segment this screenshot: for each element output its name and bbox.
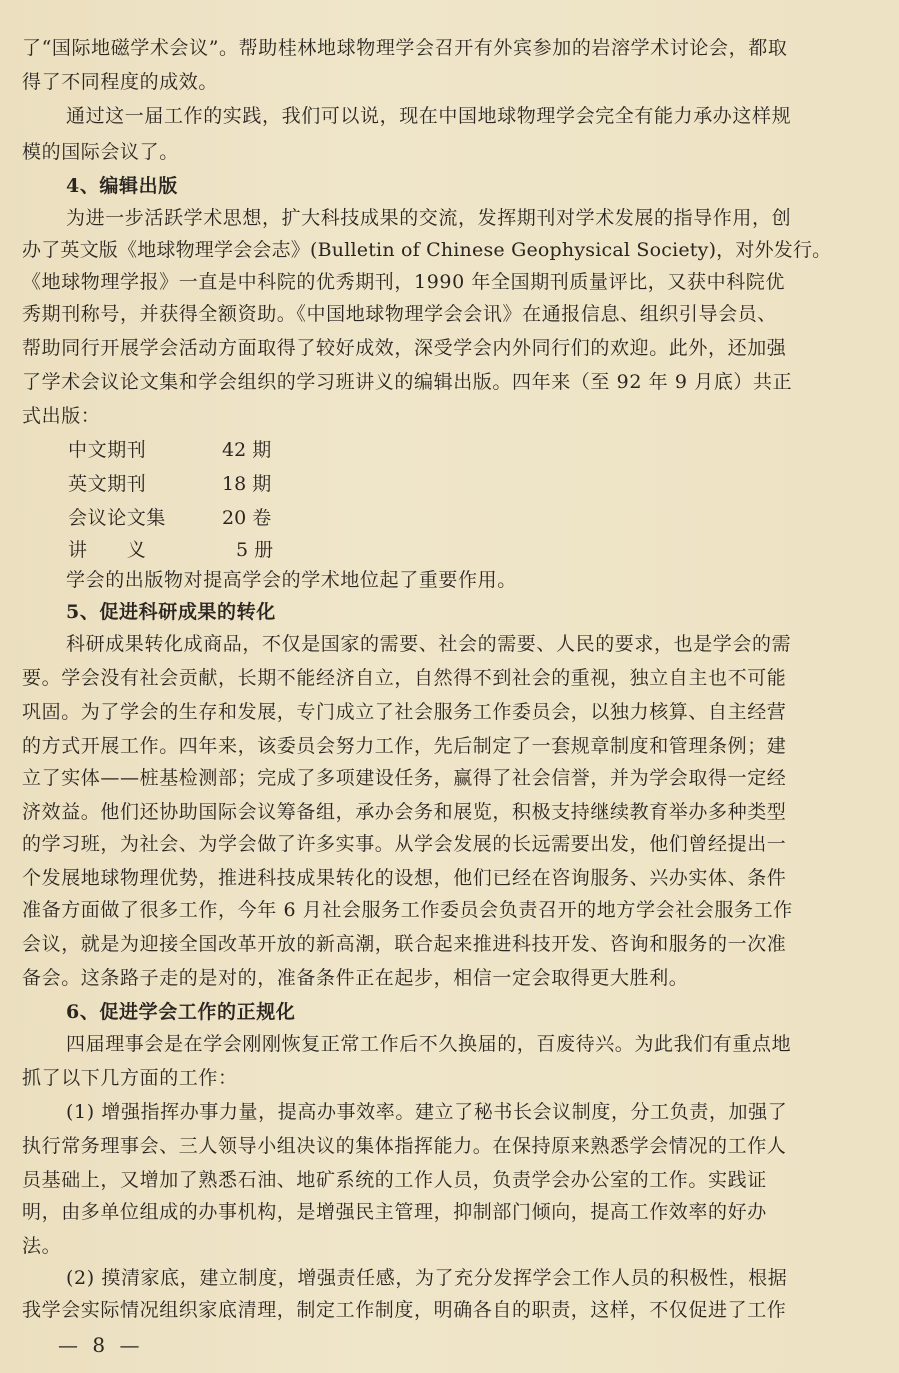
text-line: 得了不同程度的成效。	[22, 71, 219, 93]
section-heading: 5、促进科研成果的转化	[66, 601, 276, 623]
publication-count: 18 期	[222, 473, 272, 495]
section-heading: 4、编辑出版	[66, 175, 178, 197]
text-line: 式出版：	[22, 405, 101, 427]
publication-count: 5 册	[236, 539, 274, 561]
text-line: (1) 增强指挥办事力量，提高办事效率。建立了秘书长会议制度，分工负责，加强了	[66, 1101, 788, 1123]
publication-count: 42 期	[222, 439, 272, 461]
text-line: 秀期刊称号，并获得全额资助。《中国地球物理学会会讯》在通报信息、组织引导会员、	[22, 303, 777, 325]
text-line: 法。	[22, 1235, 62, 1257]
text-line: 的方式开展工作。四年来，该委员会努力工作，先后制定了一套规章制度和管理条例；建	[22, 735, 787, 757]
text-line: 《地球物理学报》一直是中科院的优秀期刊，1990 年全国期刊质量评比，又获中科院优	[22, 271, 785, 293]
publication-name: 中文期刊	[68, 439, 147, 461]
text-line: 的学习班，为社会、为学会做了许多实事。从学会发展的长远需要出发，他们曾经提出一	[22, 833, 787, 855]
text-line: 抓了以下几方面的工作：	[22, 1067, 238, 1089]
text-line: 了“国际地磁学术会议”。帮助桂林地球物理学会召开有外宾参加的岩溶学术讨论会，都取	[22, 37, 788, 59]
text-line: 执行常务理事会、三人领导小组决议的集体指挥能力。在保持原来熟悉学会情况的工作人	[22, 1135, 787, 1157]
text-line: 巩固。为了学会的生存和发展，专门成立了社会服务工作委员会，以独力核算、自主经营	[22, 701, 787, 723]
text-line: 通过这一届工作的实践，我们可以说，现在中国地球物理学会完全有能力承办这样规	[66, 105, 792, 127]
text-line: 帮助同行开展学会活动方面取得了较好成效，深受学会内外同行们的欢迎。此外，还加强	[22, 337, 787, 359]
text-line: 我学会实际情况组织家底清理，制定工作制度，明确各自的职责，这样，不仅促进了工作	[22, 1299, 787, 1321]
page-number: — 8 —	[58, 1333, 144, 1357]
text-line: 准备方面做了很多工作，今年 6 月社会服务工作委员会负责召开的地方学会社会服务工作	[22, 899, 793, 921]
publication-count: 20 卷	[222, 507, 272, 529]
text-line: 备会。这条路子走的是对的，准备条件正在起步，相信一定会取得更大胜利。	[22, 967, 689, 989]
section-heading: 6、促进学会工作的正规化	[66, 1001, 296, 1023]
text-line: (2) 摸清家底，建立制度，增强责任感，为了充分发挥学会工作人员的积极性，根据	[66, 1267, 788, 1289]
text-line: 了学术会议论文集和学会组织的学习班讲义的编辑出版。四年来（至 92 年 9 月底）共正	[22, 371, 793, 393]
text-line: 办了英文版《地球物理学会会志》(Bulletin of Chinese Geophysical Society)，对外发行。	[22, 239, 832, 261]
text-line: 四届理事会是在学会刚刚恢复正常工作后不久换届的，百废待兴。为此我们有重点地	[66, 1033, 792, 1055]
publication-name: 会议论文集	[68, 507, 167, 529]
text-line: 济效益。他们还协助国际会议筹备组，承办会务和展览，积极支持继续教育举办多种类型	[22, 801, 787, 823]
text-line: 个发展地球物理优势，推进科技成果转化的设想，他们已经在咨询服务、兴办实体、条件	[22, 867, 787, 889]
text-line: 要。学会没有社会贡献，长期不能经济自立，自然得不到社会的重视，独立自主也不可能	[22, 667, 787, 689]
text-line: 明，由多单位组成的办事机构，是增强民主管理，抑制部门倾向，提高工作效率的好办	[22, 1201, 767, 1223]
text-line: 员基础上，又增加了熟悉石油、地矿系统的工作人员，负责学会办公室的工作。实践证	[22, 1169, 767, 1191]
text-line: 立了实体——桩基检测部；完成了多项建设任务，赢得了社会信誉，并为学会取得一定经	[22, 767, 787, 789]
publication-name: 讲 义	[68, 539, 147, 561]
publication-name: 英文期刊	[68, 473, 147, 495]
text-line: 会议，就是为迎接全国改革开放的新高潮，联合起来推进科技开发、咨询和服务的一次准	[22, 933, 787, 955]
text-line: 模的国际会议了。	[22, 141, 179, 163]
text-line: 科研成果转化成商品，不仅是国家的需要、社会的需要、人民的要求，也是学会的需	[66, 633, 792, 655]
text-line: 为进一步活跃学术思想，扩大科技成果的交流，发挥期刊对学术发展的指导作用，创	[66, 207, 792, 229]
text-line: 学会的出版物对提高学会的学术地位起了重要作用。	[66, 569, 517, 591]
